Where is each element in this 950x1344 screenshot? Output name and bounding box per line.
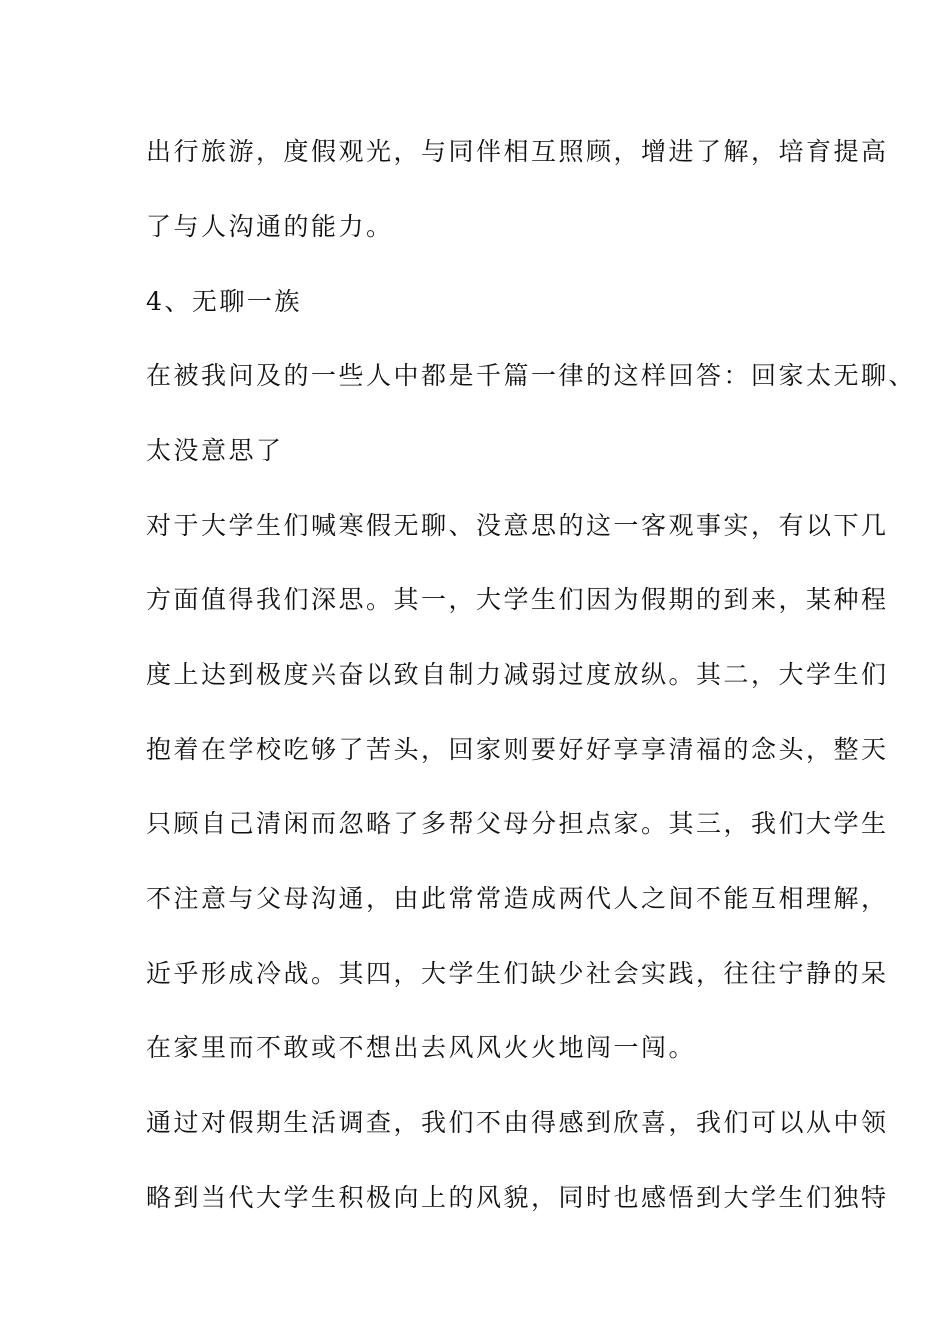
paragraph-line: 抱着在学校吃够了苦头，回家则要好好享享清福的念头，整天 (146, 735, 889, 764)
paragraph-line: 出行旅游，度假观光，与同伴相互照顾，增进了解，培育提高 (146, 137, 889, 166)
paragraph-line: 了与人沟通的能力。 (146, 212, 394, 241)
paragraph-line: 在家里而不敢或不想出去风风火火地闯一闯。 (146, 1033, 697, 1062)
paragraph-line: 太没意思了 (146, 436, 284, 465)
paragraph-line: 通过对假期生活调查，我们不由得感到欣喜，我们可以从中领 (146, 1108, 889, 1137)
paragraph-line: 略到当代大学生积极向上的风貌，同时也感悟到大学生们独特 (146, 1183, 889, 1212)
paragraph-line: 在被我问及的一些人中都是千篇一律的这样回答：回家太无聊、 (146, 361, 917, 390)
paragraph-line: 不注意与父母沟通，由此常常造成两代人之间不能互相理解， (146, 884, 889, 913)
paragraph-line: 只顾自己清闲而忽略了多帮父母分担点家。其三，我们大学生 (146, 809, 889, 838)
paragraph-line: 对于大学生们喊寒假无聊、没意思的这一客观事实，有以下几 (146, 511, 889, 540)
paragraph-line: 方面值得我们深思。其一，大学生们因为假期的到来，某种程 (146, 585, 889, 614)
paragraph-line: 近乎形成冷战。其四，大学生们缺少社会实践，往往宁静的呆 (146, 959, 889, 988)
paragraph-line: 度上达到极度兴奋以致自制力减弱过度放纵。其二，大学生们 (146, 660, 889, 689)
section-heading: 4、无聊一族 (146, 287, 302, 316)
